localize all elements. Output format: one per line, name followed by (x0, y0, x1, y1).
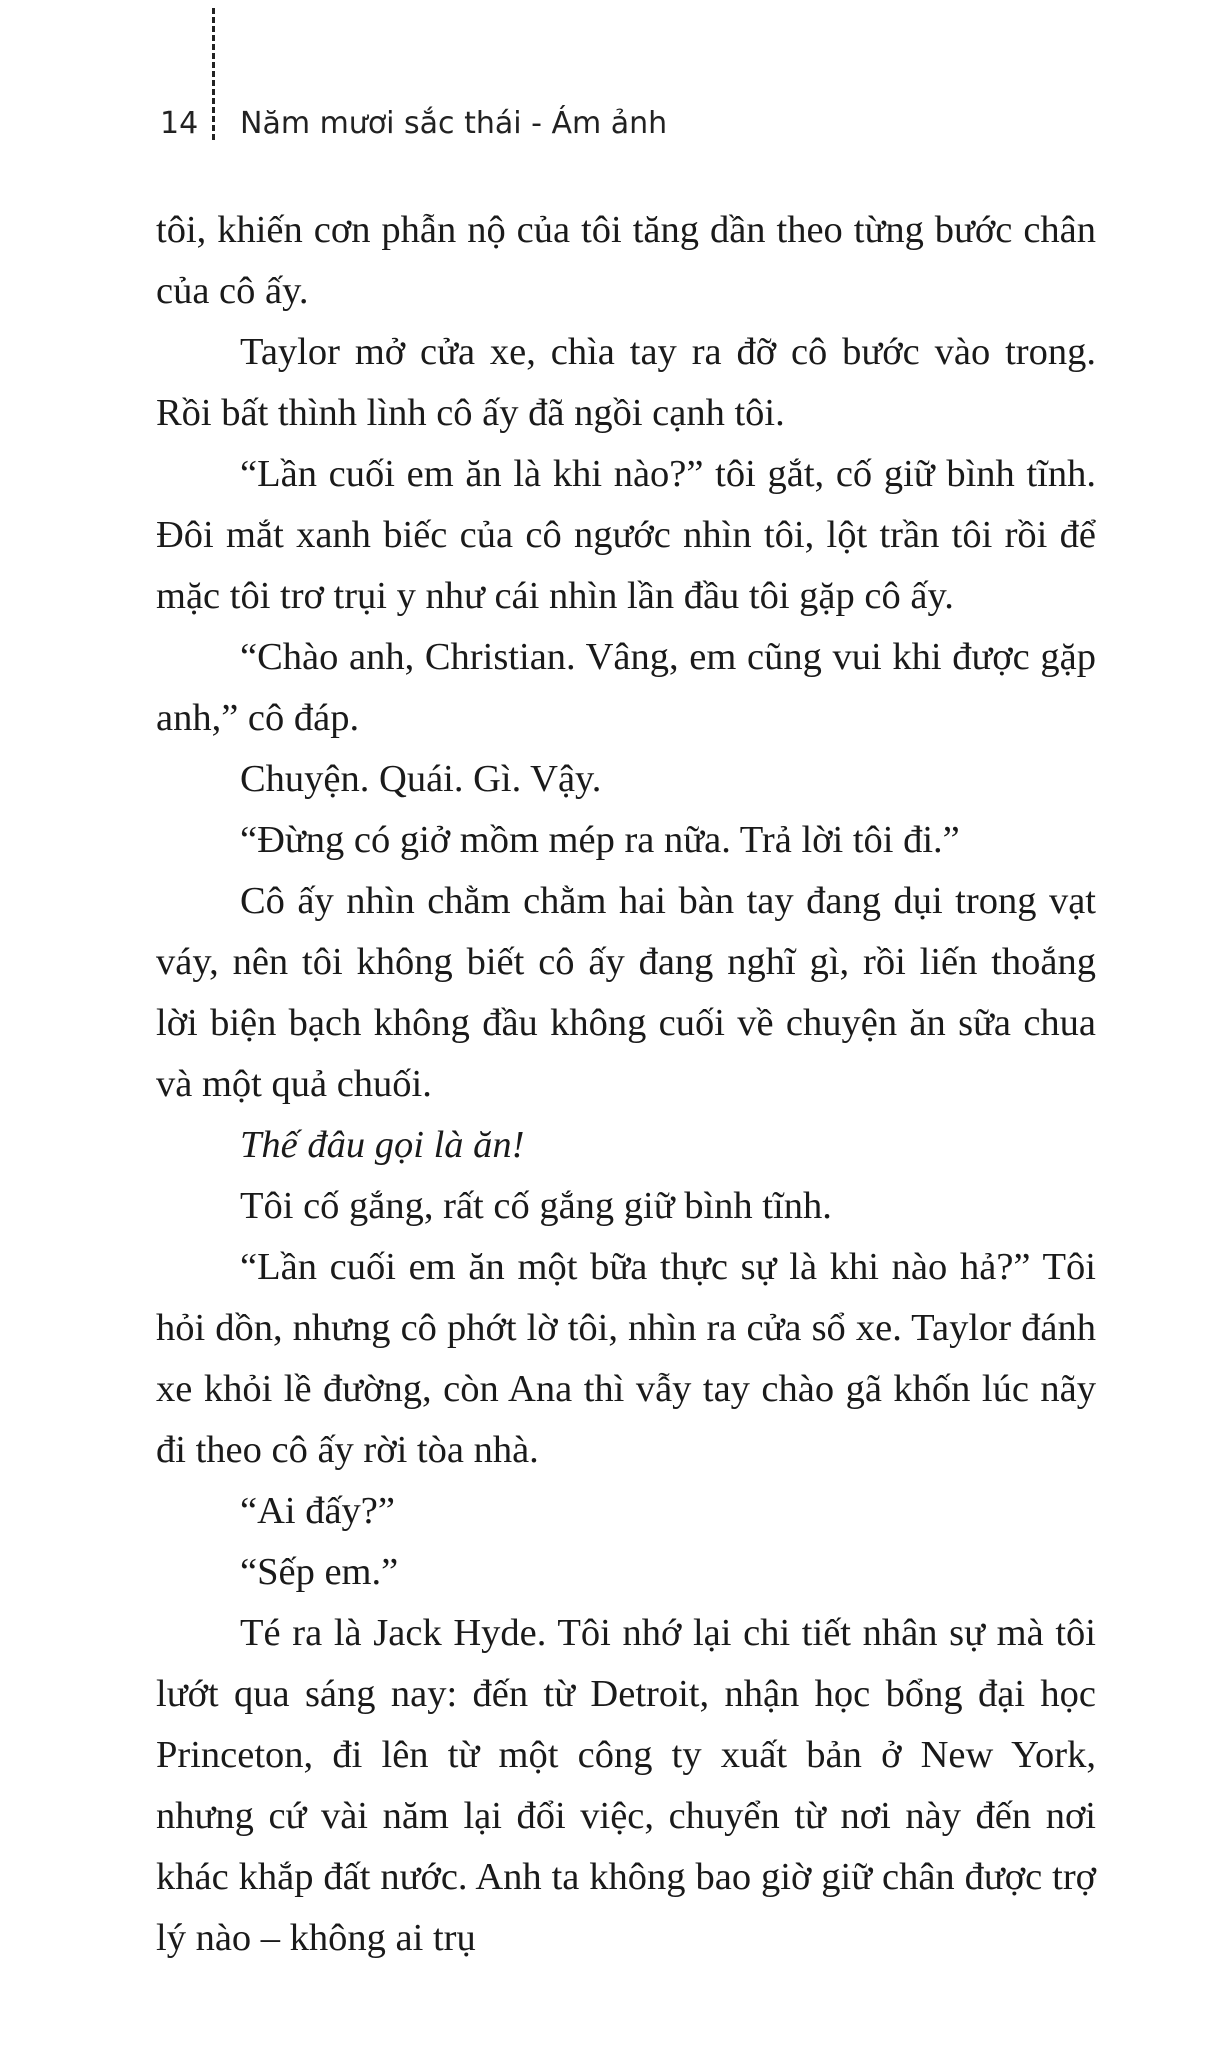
page-number: 14 (160, 106, 199, 141)
paragraph: tôi, khiến cơn phẫn nộ của tôi tăng dần theo từng bước chân của cô ấy. (156, 209, 1096, 312)
paragraph: “Chào anh, Christian. Vâng, em cũng vui khi được gặp anh,” cô đáp. (156, 636, 1096, 739)
paragraph: “Lần cuối em ăn là khi nào?” tôi gắt, cố giữ bình tĩnh. Đôi mắt xanh biếc của cô ngước nhìn tôi, lột trần tôi rồi để mặc tôi trơ trụi y như cái nhìn lần đầu tôi gặp cô ấy. (156, 453, 1096, 617)
paragraph: Tôi cố gắng, rất cố gắng giữ bình tĩnh. (240, 1185, 832, 1227)
header-divider (212, 8, 215, 140)
paragraph: Chuyện. Quái. Gì. Vậy. (240, 758, 602, 800)
body-text (156, 200, 1096, 1969)
paragraph: Té ra là Jack Hyde. Tôi nhớ lại chi tiết nhân sự mà tôi lướt qua sáng nay: đến từ Detroit, nhận học bổng đại học Princeton, đi lên từ một công ty xuất bản ở New York, nhưng cứ vài năm lại đổi việc, chuyển từ nơi này đến nơi khác khắp đất nước. Anh ta không bao giờ giữ chân được trợ lý nào – không ai trụ (156, 1612, 1096, 1959)
paragraph: “Sếp em.” (240, 1551, 399, 1593)
paragraph: “Lần cuối em ăn một bữa thực sự là khi nào hả?” Tôi hỏi dồn, nhưng cô phớt lờ tôi, nhìn ra cửa sổ xe. Taylor đánh xe khỏi lề đường, còn Ana thì vẫy tay chào gã khốn lúc nãy đi theo cô ấy rời tòa nhà. (156, 1246, 1096, 1471)
paragraph: “Ai đấy?” (240, 1490, 395, 1532)
paragraph: Cô ấy nhìn chằm chằm hai bàn tay đang dụi trong vạt váy, nên tôi không biết cô ấy đang nghĩ gì, rồi liến thoắng lời biện bạch không đầu không cuối về chuyện ăn sữa chua và một quả chuối. (156, 880, 1096, 1105)
italic-thought: Thế đâu gọi là ăn! (240, 1124, 525, 1166)
running-title: Năm mươi sắc thái - Ám ảnh (240, 106, 668, 141)
paragraph: “Đừng có giở mồm mép ra nữa. Trả lời tôi đi.” (240, 819, 960, 861)
paragraph: Taylor mở cửa xe, chìa tay ra đỡ cô bước vào trong. Rồi bất thình lình cô ấy đã ngồi cạnh tôi. (156, 331, 1096, 434)
